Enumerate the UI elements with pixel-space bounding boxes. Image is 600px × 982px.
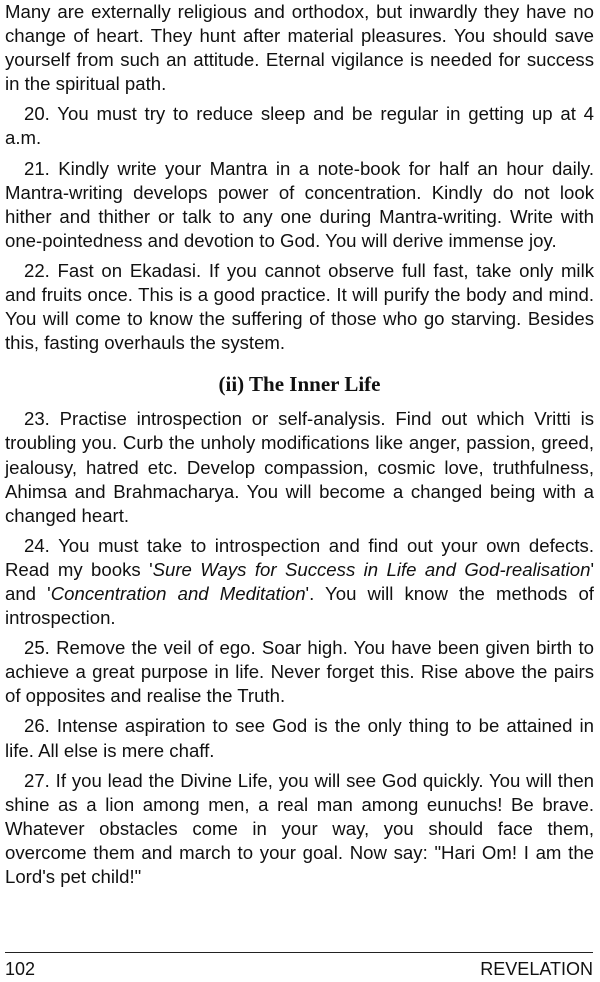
paragraph-continuation: Many are externally religious and orthodox, but inwardly they have no change of heart. They hunt after material pleasures. You should save yourself from such an attitude. Eternal vigilance is needed for success in the spiritual path. [5,1,594,95]
paragraph-24-text-middle: ' and ' [5,558,594,604]
paragraph-23: 23. Practise introspection or self-analysis. Find out which Vritti is troubling you. Curb the unholy modifications like anger, passion, greed, jealousy, hatred etc. Develop compassion, cosmic love, truthfulness, Ahimsa and Brahmacharya. You will become a changed being with a changed heart. [5,408,594,526]
paragraph-24-text-start: 24. You must take to introspection and find out your own defects. Read my books ' [5,534,594,580]
page-body [5,0,594,889]
paragraph-22: 22. Fast on Ekadasi. If you cannot observe full fast, take only milk and fruits once. This is a good practice. It will purify the body and mind. You will come to know the suffering of those who go starving. Besides this, fasting overhauls the system. [5,259,594,354]
book-title-sure-ways: Sure Ways for Success in Life and God-realisation [152,558,591,580]
paragraph-26: 26. Intense aspiration to see God is the only thing to be attained in life. All else is mere chaff. [5,715,594,761]
paragraph-25: 25. Remove the veil of ego. Soar high. You have been given birth to achieve a great purpose in life. Never forget this. Rise above the pairs of opposites and realise the Truth. [5,637,594,707]
paragraph-27: 27. If you lead the Divine Life, you will see God quickly. You will then shine as a lion among men, a real man among eunuchs! Be brave. Whatever obstacles come in your way, you should face them, overcome them and march to your goal. Now say: "Hari Om! I am the Lord's pet child!" [5,769,594,887]
paragraph-20: 20. You must try to reduce sleep and be regular in getting up at 4 a.m. [5,103,594,149]
book-title-concentration: Concentration and Meditation [50,582,306,604]
paragraph-21: 21. Kindly write your Mantra in a note-book for half an hour daily. Mantra-writing develops power of concentration. Kindly do not look hither and thither or talk to any one during Mantra-writing. Write with one-pointedness and devotion to God. You will derive immense joy. [5,157,594,251]
running-head: REVELATION [480,959,593,979]
paragraph-24 [5,534,594,630]
page-footer [5,957,593,981]
page-number: 102 [5,959,36,979]
paragraph-24-text-end: '. You will know the methods of introspection. [5,582,594,629]
footer-rule [5,952,593,953]
section-heading: (ii) The Inner Life [218,372,381,397]
